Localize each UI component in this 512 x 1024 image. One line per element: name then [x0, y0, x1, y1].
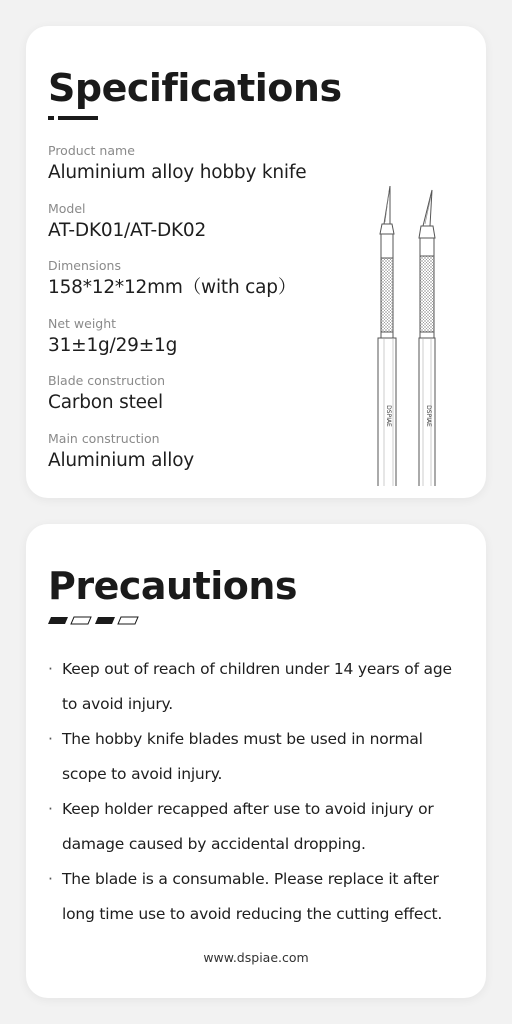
spec-value: 158*12*12mm（with cap） [48, 277, 297, 299]
hobby-knife-illustration [344, 186, 454, 486]
underline-dot [48, 116, 54, 120]
spec-label: Net weight [48, 315, 117, 331]
bullet: · [48, 800, 53, 818]
precaution-text: Keep holder recapped after use to avoid injury or damage caused by accidental dropping. [62, 800, 434, 853]
spec-label: Dimensions [48, 258, 121, 274]
spec-value: Aluminium alloy hobby knife [48, 162, 307, 183]
bullet: · [48, 870, 53, 888]
deco-outline-2 [118, 617, 138, 624]
spec-label: Blade construction [48, 373, 166, 389]
spec-item-net-weight [48, 315, 348, 373]
spec-list [48, 142, 348, 488]
spec-item-model [48, 200, 348, 258]
spec-label: Main construction [48, 430, 160, 446]
knife-brand-label: DSPIAE [385, 405, 392, 427]
specifications-card [26, 26, 486, 498]
precautions-title: Precautions [48, 564, 298, 608]
precaution-text: The hobby knife blades must be used in normal scope to avoid injury. [62, 730, 423, 783]
spec-label: Model [48, 200, 86, 216]
title-underline-parallelograms [48, 616, 140, 626]
list-item [48, 792, 468, 862]
precaution-text: The blade is a consumable. Please replace it after long time use to avoid reducing the cutting effect. [62, 870, 443, 923]
website-url[interactable]: www.dspiae.com [203, 950, 309, 965]
spec-label: Product name [48, 143, 135, 158]
spec-item-product-name [48, 142, 348, 200]
spec-item-main-construction [48, 430, 348, 488]
knife-right [419, 190, 435, 486]
knife-brand-label: DSPIAE [425, 405, 432, 427]
underline-bar [58, 116, 98, 120]
bullet: · [48, 730, 53, 748]
spec-value: AT-DK01/AT-DK02 [48, 219, 207, 241]
precautions-list [48, 652, 468, 932]
list-item [48, 722, 468, 792]
bullet: · [48, 660, 53, 678]
list-item [48, 652, 468, 722]
deco-filled-2 [95, 617, 115, 624]
spec-item-blade-construction [48, 372, 348, 430]
deco-outline-1 [71, 617, 91, 624]
spec-item-dimensions [48, 257, 348, 315]
precaution-text: Keep out of reach of children under 14 years of age to avoid injury. [62, 660, 452, 713]
knife-left [378, 186, 396, 486]
precautions-card [26, 524, 486, 998]
deco-filled-1 [48, 617, 68, 624]
specifications-title: Specifications [48, 66, 342, 110]
spec-value: 31±1g/29±1g [48, 334, 178, 356]
list-item [48, 862, 468, 932]
spec-value: Aluminium alloy [48, 449, 195, 471]
spec-value: Carbon steel [48, 392, 163, 414]
